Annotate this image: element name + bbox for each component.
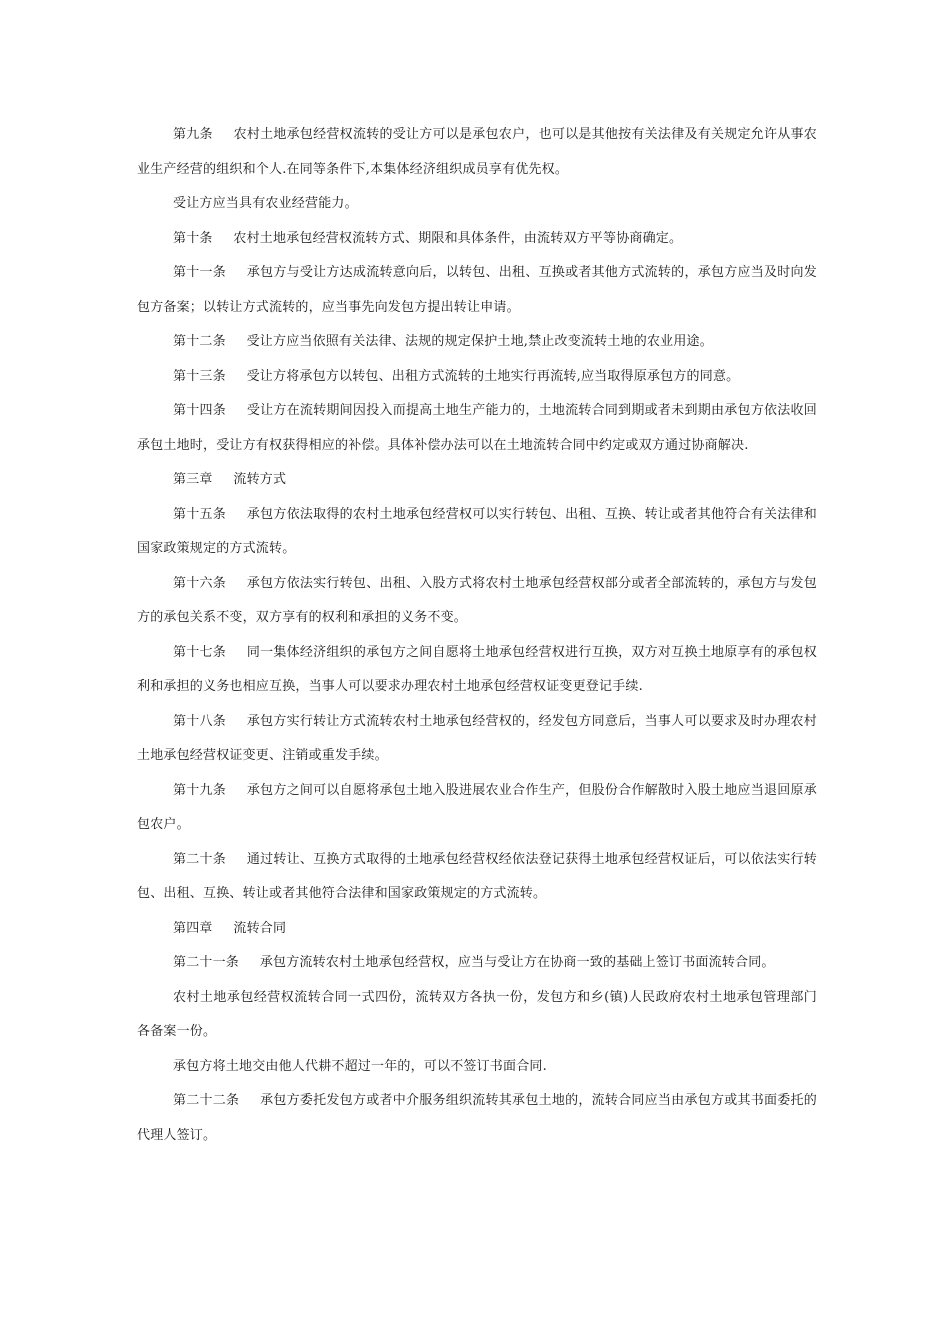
paragraph-text: 承包方依法取得的农村土地承包经营权可以实行转包、出租、互换、转让或者其他符合有关法律和国家政策规定的方式流转。	[137, 506, 817, 556]
article-label: 第十一条	[173, 265, 227, 280]
paragraph	[137, 118, 817, 187]
article-label: 第十四条	[173, 403, 227, 418]
paragraph	[137, 463, 817, 498]
paragraph-text: 承包方与受让方达成流转意向后，以转包、出租、互换或者其他方式流转的，承包方应当及时向发包方备案；以转让方式流转的，应当事先向发包方提出转让申请。	[137, 265, 817, 315]
article-label: 第二十条	[173, 851, 227, 867]
paragraph-text: 通过转让、互换方式取得的土地承包经营权经依法登记获得土地承包经营权证后，可以依法实行转包、出租、互换、转让或者其他符合法律和国家政策规定的方式流转。	[137, 851, 817, 901]
paragraph-text: 受让方将承包方以转包、出租方式流转的土地实行再流转,应当取得原承包方的同意。	[246, 368, 740, 384]
paragraph-text: 承包方实行转让方式流转农村土地承包经营权的，经发包方同意后，当事人可以要求及时办理农村土地承包经营权证变更、注销或重发手续。	[137, 713, 817, 763]
paragraph	[137, 325, 817, 360]
paragraph-text: 承包方依法实行转包、出租、入股方式将农村土地承包经营权部分或者全部流转的，承包方与发包方的承包关系不变，双方享有的权利和承担的义务不变。	[137, 575, 817, 625]
article-label: 第二十二条	[173, 1093, 240, 1108]
article-label: 第二十一条	[173, 955, 240, 970]
paragraph-text: 同一集体经济组织的承包方之间自愿将土地承包经营权进行互换，双方对互换土地原享有的承包权利和承担的义务也相应互换，当事人可以要求办理农村土地承包经营权证变更登记手续.	[137, 644, 817, 694]
article-label: 第十五条	[173, 506, 227, 522]
paragraph	[137, 636, 817, 705]
paragraph-text: 受让方应当依照有关法律、法规的规定保护土地,禁止改变流转土地的农业用途。	[246, 334, 713, 349]
document-body	[137, 118, 817, 1153]
article-label: 第十九条	[173, 782, 227, 798]
paragraph	[137, 705, 817, 774]
paragraph	[137, 256, 817, 325]
article-label: 第十六条	[173, 575, 227, 591]
paragraph-text: 承包方之间可以自愿将承包土地入股进展农业合作生产，但股份合作解散时入股土地应当退回原承包农户。	[137, 782, 817, 832]
paragraph-text: 流转方式	[233, 472, 287, 487]
paragraph	[137, 567, 817, 636]
paragraph-text: 承包方将土地交由他人代耕不超过一年的，可以不签订书面合同.	[173, 1058, 547, 1074]
article-label: 第九条	[173, 127, 213, 142]
article-label: 第十二条	[173, 334, 226, 349]
article-label: 第十条	[173, 230, 213, 246]
article-label: 第十八条	[173, 713, 227, 729]
paragraph-text: 农村土地承包经营权流转方式、期限和具体条件，由流转双方平等协商确定。	[233, 230, 683, 246]
paragraph	[137, 498, 817, 567]
paragraph	[137, 394, 817, 463]
paragraph	[137, 1084, 817, 1153]
paragraph	[137, 843, 817, 912]
paragraph	[137, 981, 817, 1050]
paragraph	[137, 946, 817, 981]
article-label: 第三章	[173, 472, 213, 487]
paragraph-text: 受让方在流转期间因投入而提高土地生产能力的，土地流转合同到期或者未到期由承包方依法收回承包土地时，受让方有权获得相应的补偿。具体补偿办法可以在土地流转合同中约定或双方通过协商解决.	[137, 403, 817, 453]
paragraph	[137, 1050, 817, 1085]
paragraph-text: 农村土地承包经营权流转合同一式四份，流转双方各执一份，发包方和乡(镇)人民政府农村土地承包管理部门各备案一份。	[137, 989, 817, 1039]
paragraph	[137, 187, 817, 222]
paragraph	[137, 912, 817, 947]
paragraph	[137, 774, 817, 843]
paragraph-text: 流转合同	[233, 920, 287, 936]
article-label: 第十七条	[173, 644, 227, 660]
paragraph-text: 受让方应当具有农业经营能力。	[173, 196, 358, 211]
paragraph	[137, 222, 817, 257]
paragraph	[137, 360, 817, 395]
paragraph-text: 承包方委托发包方或者中介服务组织流转其承包土地的，流转合同应当由承包方或其书面委托的代理人签订。	[137, 1093, 817, 1143]
article-label: 第十三条	[173, 368, 226, 384]
paragraph-text: 承包方流转农村土地承包经营权，应当与受让方在协商一致的基础上签订书面流转合同。	[259, 955, 775, 970]
article-label: 第四章	[173, 920, 213, 936]
paragraph-text: 农村土地承包经营权流转的受让方可以是承包农户，也可以是其他按有关法律及有关规定允许从事农业生产经营的组织和个人.在同等条件下,本集体经济组织成员享有优先权。	[137, 127, 817, 177]
